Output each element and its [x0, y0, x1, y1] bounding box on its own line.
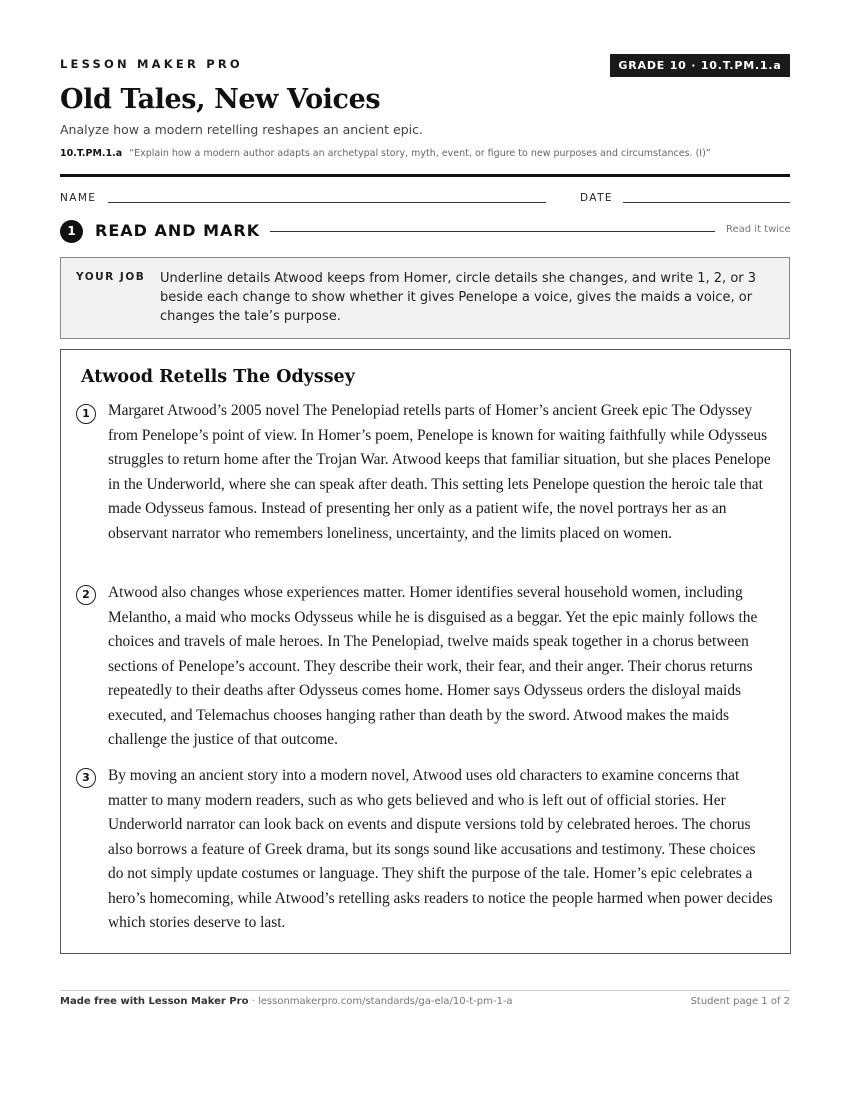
footer-credit: [60, 996, 513, 1007]
footer-page-number: Student page 1 of 2: [690, 996, 790, 1007]
standard-text: “Explain how a modern author adapts an archetypal story, myth, event, or figure to new purposes and circumstances. (I)”: [129, 148, 711, 159]
job-box: [60, 257, 790, 339]
date-label: DATE: [580, 192, 613, 204]
paragraph-number: 2: [76, 585, 96, 605]
footer-separator: ·: [248, 996, 258, 1007]
page-subtitle: Analyze how a modern retelling reshapes an ancient epic.: [60, 122, 423, 137]
passage-title: Atwood Retells The Odyssey: [81, 367, 355, 387]
paragraph-number: 3: [76, 768, 96, 788]
section-rule: [270, 231, 715, 232]
paragraph-number: 1: [76, 404, 96, 424]
name-label: NAME: [60, 192, 97, 204]
header-divider: [60, 174, 790, 177]
footer-url-link[interactable]: lessonmakerpro.com/standards/ga-ela/10-t-pm-1-a: [257, 996, 513, 1007]
job-instructions: Underline details Atwood keeps from Homer, circle details she changes, and write 1, 2, or 3 beside each change to show whether it gives Penelope a voice, gives the maids a voice, or changes the tale’s purpose.: [160, 271, 757, 324]
passage-paragraph: By moving an ancient story into a modern novel, Atwood uses old characters to examine concerns that matter to many modern readers, such as who gets believed and who is left out of official stories. Her Underworld narrator can look back on events and dispute versions told by celebrated heroes. The chorus also borrows a feature of Greek drama, but its songs sound like accusations and testimony. These choices do not simply update costumes or language. They shift the purpose of the tale. Homer’s epic celebrates a hero’s homecoming, while Atwood’s retelling asks readers to notice the people harmed when power decides which stories deserve to last.: [108, 767, 773, 931]
passage-paragraph: Atwood also changes whose experiences matter. Homer identifies several household women, including Melantho, a maid who mocks Odysseus while he is disguised as a beggar. Yet the epic mainly follows the choices and travels of male heroes. In The Penelopiad, twelve maids speak together in a chorus between sections of Penelope’s account. They describe their work, their fear, and their anger. Their chorus returns repeatedly to their deaths after Odysseus comes home. Homer says Odysseus orders the disloyal maids executed, and Telemachus chooses hanging rather than death by the sword. Atwood makes the maids challenge the justice of that outcome.: [108, 584, 758, 748]
passage-box: [60, 349, 791, 954]
brand-name: LESSON MAKER PRO: [60, 57, 243, 71]
section-hint: Read it twice: [726, 224, 791, 235]
footer-divider: [60, 990, 790, 991]
section-number-badge: 1: [60, 220, 83, 243]
grade-badge: GRADE 10 · 10.T.PM.1.a: [610, 54, 790, 77]
standard-code: 10.T.PM.1.a: [60, 148, 123, 159]
page-title: Old Tales, New Voices: [60, 84, 381, 115]
date-field-line[interactable]: [623, 202, 790, 203]
footer-made-with: Made free with Lesson Maker Pro: [60, 996, 249, 1007]
passage-paragraph: Margaret Atwood’s 2005 novel The Penelopiad retells parts of Homer’s ancient Greek epic The Odyssey from Penelope’s point of view. In Homer’s poem, Penelope is known for waiting faithfully while Odysseus struggles to return home after the Trojan War. Atwood keeps that familiar situation, but she places Penelope in the Underworld, where she can speak after death. This setting lets Penelope question the heroic tale that made Odysseus famous. Instead of presenting her only as a patient wife, the novel portrays her as an observant narrator who remembers loneliness, uncertainty, and the limits placed on women.: [108, 402, 771, 542]
job-label: YOUR JOB: [76, 271, 146, 283]
name-field-line[interactable]: [108, 202, 546, 203]
section-title: READ AND MARK: [95, 221, 261, 240]
standard-line: [60, 148, 711, 159]
